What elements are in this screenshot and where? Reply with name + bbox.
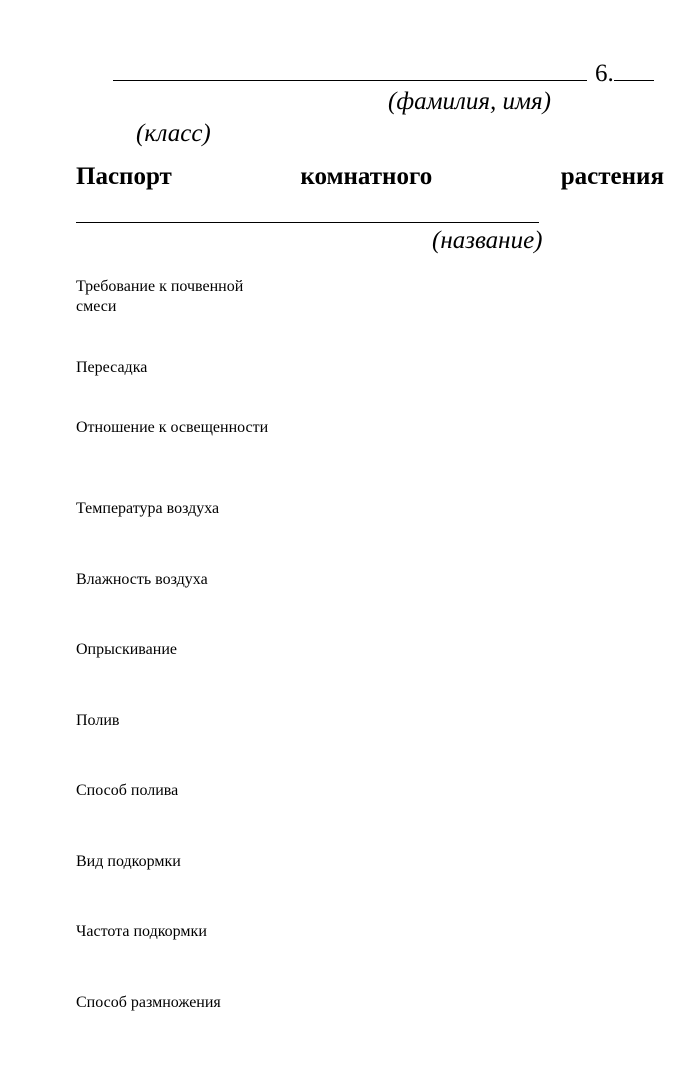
field-fertilizer-type: Вид подкормки — [76, 853, 181, 870]
grade-letter-blank[interactable] — [614, 62, 654, 81]
field-soil-mix: Требование к почвенной смеси — [76, 278, 244, 315]
student-name-blank[interactable] — [113, 62, 587, 81]
title-word: Паспорт — [76, 163, 172, 190]
field-watering-method: Способ полива — [76, 782, 179, 799]
document-title — [76, 162, 664, 192]
student-name-line — [113, 60, 654, 88]
class-caption: (класс) — [136, 120, 211, 147]
field-fertilizer-frequency: Частота подкормки — [76, 923, 207, 940]
title-word: комнатного — [300, 163, 433, 190]
field-air-temperature: Температура воздуха — [76, 500, 220, 517]
plant-name-caption: (название) — [432, 227, 543, 254]
field-transplanting: Пересадка — [76, 359, 148, 376]
field-air-humidity: Влажность воздуха — [76, 571, 208, 588]
grade-number: 6. — [595, 60, 614, 87]
field-light: Отношение к освещенности — [76, 419, 269, 436]
title-word: растения — [560, 163, 664, 190]
field-watering: Полив — [76, 712, 120, 729]
field-propagation: Способ размножения — [76, 994, 221, 1011]
name-caption: (фамилия, имя) — [388, 88, 551, 115]
field-spraying: Опрыскивание — [76, 641, 177, 658]
plant-name-blank[interactable] — [76, 198, 539, 223]
